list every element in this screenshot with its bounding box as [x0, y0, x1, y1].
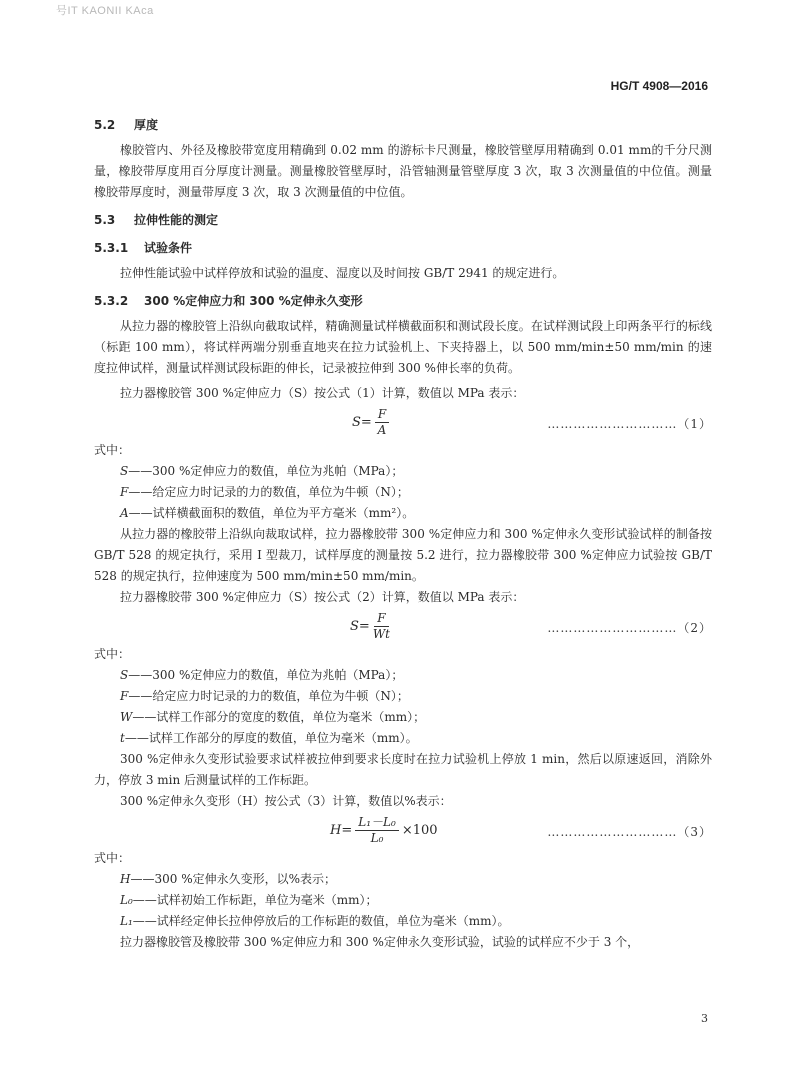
document-body [94, 108, 712, 953]
formula-number [547, 414, 712, 435]
formula-number [547, 822, 712, 843]
formula-leader-dots: ………………………… [547, 621, 678, 635]
definition-text: ——试样工作部分的宽度的数值，单位为毫米（mm）； [132, 710, 426, 724]
definition-text: ——300 %定伸应力的数值，单位为兆帕（MPa）； [128, 668, 404, 682]
section-number: 5.3 [94, 213, 116, 227]
definition-item [94, 503, 712, 524]
definition-symbol: H [120, 872, 131, 886]
formula-leader-dots: ………………………… [547, 825, 678, 839]
page-number: 3 [701, 1012, 708, 1025]
formula-denominator: A [377, 423, 387, 437]
definition-item [94, 911, 712, 932]
definition-text: ——试样经定伸长拉伸停放后的工作标距的数值，单位为毫米（mm）。 [132, 914, 510, 928]
section-title: 试验条件 [144, 241, 193, 255]
formula-3 [94, 814, 712, 846]
formula-label: （3） [677, 825, 712, 839]
section-title: 拉伸性能的测定 [134, 213, 219, 227]
formula-equals: = [358, 619, 370, 634]
definition-list [94, 869, 712, 932]
formula-leader-dots: ………………………… [547, 417, 678, 431]
formula-numerator: F [375, 408, 389, 423]
formula-multiplier: ×100 [401, 823, 438, 838]
definition-text: ——给定应力时记录的力的数值，单位为牛顿（N）； [128, 689, 409, 703]
definition-item [94, 461, 712, 482]
definition-text: ——试样工作部分的厚度的数值，单位为毫米（mm）。 [124, 731, 418, 745]
definition-item [94, 686, 712, 707]
definition-symbol: F [120, 689, 129, 703]
section-heading-5-2 [94, 115, 712, 136]
formula-numerator: F [374, 612, 388, 627]
section-number: 5.2 [94, 118, 116, 132]
formula-2 [94, 610, 712, 642]
definition-symbol: S [120, 668, 129, 682]
definition-text: ——给定应力时记录的力的数值，单位为牛顿（N）； [128, 485, 409, 499]
paragraph: 拉力器橡胶带 300 %定伸应力（S）按公式（2）计算，数值以 MPa 表示： [120, 590, 525, 604]
section-heading-5-3-2 [94, 291, 712, 312]
formula-lhs: S [350, 619, 359, 634]
formula-equals: = [360, 415, 372, 430]
definition-symbol: L₁ [120, 914, 133, 928]
definition-item [94, 707, 712, 728]
definition-item [94, 869, 712, 890]
section-number: 5.3.1 [94, 241, 129, 255]
definition-symbol: t [120, 731, 125, 745]
formula-expression [352, 408, 392, 437]
definition-text: ——试样横截面积的数值，单位为平方毫米（mm²）。 [128, 506, 415, 520]
definition-symbol: A [120, 506, 129, 520]
section-heading-5-3-1 [94, 238, 712, 259]
definition-item [94, 890, 712, 911]
section-title: 厚度 [134, 118, 159, 132]
paragraph: 橡胶管内、外径及橡胶带宽度用精确到 0.02 mm 的游标卡尺测量，橡胶管壁厚用精确到 0.01 mm的千分尺测量，橡胶带厚度用百分厚度计测量。测量橡胶管壁厚时，沿管轴测量管壁厚度 3 次，取 3 次测量值的中位值。测量橡胶带厚度时，测量带厚度 3 次，取 3 次测量值的中位值。 [94, 143, 712, 199]
definition-text: ——300 %定伸应力的数值，单位为兆帕（MPa）； [128, 464, 404, 478]
formula-denominator: L₀ [370, 831, 384, 845]
definition-list [94, 665, 712, 749]
formula-label: （2） [677, 621, 712, 635]
section-heading-5-3 [94, 210, 712, 231]
paragraph: 从拉力器的橡胶带上沿纵向裁取试样，拉力器橡胶带 300 %定伸应力和 300 %定伸永久变形试验试样的制备按 GB/T 528 的规定执行，采用 I 型裁刀，试样厚度的测量按 5.2 进行，拉力器橡胶带 300 %定伸应力试验按 GB/T 528 的规定执行，拉伸速度为 500 mm/min±50 mm/min。 [94, 527, 712, 583]
formula-expression [330, 816, 438, 845]
paragraph: 拉力器橡胶管 300 %定伸应力（S）按公式（1）计算，数值以 MPa 表示： [120, 386, 525, 400]
formula-equals: = [341, 823, 353, 838]
where-label: 式中： [94, 443, 131, 457]
definition-symbol: S [120, 464, 129, 478]
formula-fraction [373, 612, 390, 641]
definition-symbol: L₀ [120, 893, 133, 907]
formula-number [547, 618, 712, 639]
formula-lhs: H [330, 823, 342, 838]
watermark-text: 号IT KAONII KAca [56, 5, 154, 17]
definition-item [94, 665, 712, 686]
definition-symbol: F [120, 485, 129, 499]
definition-list [94, 461, 712, 524]
section-title: 300 %定伸应力和 300 %定伸永久变形 [144, 294, 363, 308]
paragraph: 300 %定伸永久变形试验要求试样被拉伸到要求长度时在拉力试验机上停放 1 min，然后以原速返回，消除外力，停放 3 min 后测量试样的工作标距。 [94, 752, 712, 787]
paragraph: 拉伸性能试验中试样停放和试验的温度、湿度以及时间按 GB/T 2941 的规定进行。 [120, 266, 565, 280]
formula-1 [94, 406, 712, 438]
formula-label: （1） [677, 417, 712, 431]
standard-code: HG/T 4908—2016 [610, 79, 708, 93]
formula-expression [350, 612, 393, 641]
paragraph: 300 %定伸永久变形（H）按公式（3）计算，数值以%表示： [120, 794, 452, 808]
where-label: 式中： [94, 647, 131, 661]
definition-text: ——300 %定伸永久变形，以%表示； [130, 872, 336, 886]
formula-lhs: S [352, 415, 361, 430]
definition-item [94, 728, 712, 749]
definition-text: ——试样初始工作标距，单位为毫米（mm）； [132, 893, 378, 907]
formula-fraction [355, 816, 399, 845]
definition-symbol: W [120, 710, 133, 724]
section-number: 5.3.2 [94, 294, 129, 308]
paragraph: 拉力器橡胶管及橡胶带 300 %定伸应力和 300 %定伸永久变形试验，试验的试样应不少于 3 个， [120, 935, 640, 949]
definition-item [94, 482, 712, 503]
paragraph: 从拉力器的橡胶管上沿纵向截取试样，精确测量试样横截面积和测试段长度。在试样测试段上印两条平行的标线（标距 100 mm），将试样两端分别垂直地夹在拉力试验机上、下夹持器上，以 500 mm/min±50 mm/min 的速度拉伸试样，测量试样测试段标距的伸长，记录被拉伸到 300 %伸长率的负荷。 [94, 319, 712, 375]
formula-denominator: Wt [372, 627, 390, 641]
where-label: 式中： [94, 851, 131, 865]
formula-fraction [375, 408, 389, 437]
formula-numerator: L₁－L₀ [355, 816, 399, 831]
